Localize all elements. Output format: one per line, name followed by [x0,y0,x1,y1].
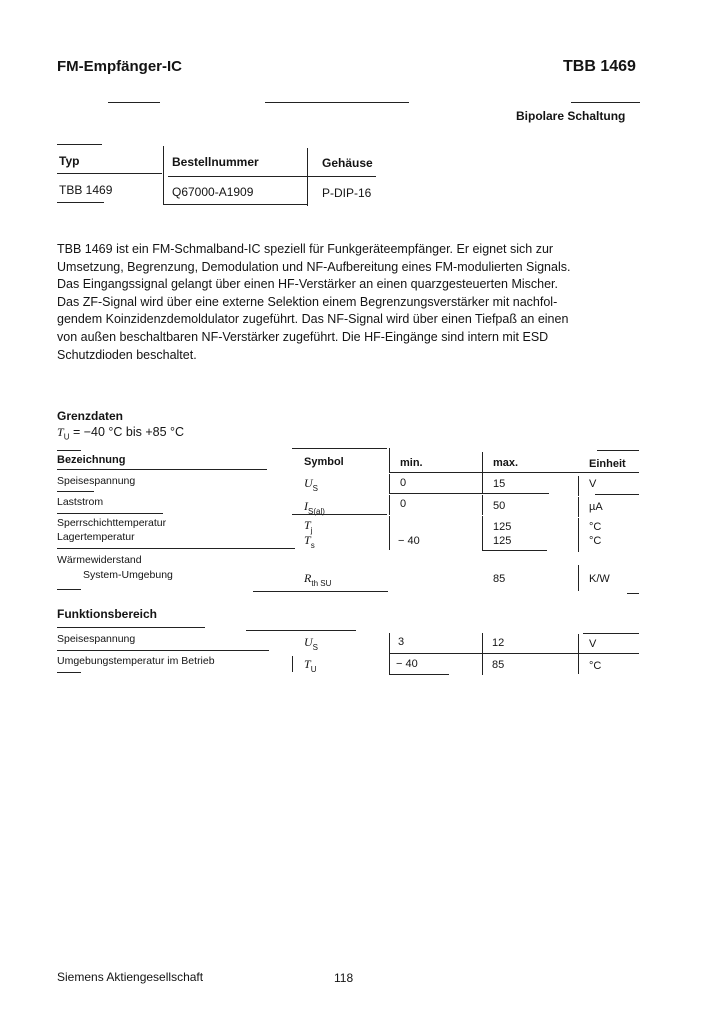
order-rule-bottom-2 [163,204,307,205]
operating-row-divider [389,633,390,655]
limits-row-unit: V [589,478,597,490]
order-header-rule-2 [168,176,318,177]
limits-row-max: 125 [493,535,512,547]
limits-row-min: 0 [400,498,407,510]
limits-row-rule [389,493,549,494]
limits-row-symbol: $T_s$ [304,533,315,551]
limits-row-divider [578,565,579,591]
header-rule-1 [108,102,160,103]
operating-row-symbol: $T_U$ [304,657,317,675]
description-line: gendem Koinzidenzdemoldulator zugeführt. Das NF-Signal wird über einen Tiefpaß an einen [57,312,569,327]
operating-row-name: Speisespannung [57,633,136,645]
limits-row-unit: µA [589,501,603,513]
limits-row-rule [292,514,387,515]
limits-rule-top-1 [57,450,81,451]
limits-row-symbol: $T_j$ [304,518,313,536]
limits-row-divider [578,497,579,517]
operating-row-symbol: $U_S$ [304,635,319,653]
limits-header-name: Bezeichnung [57,454,126,466]
limits-row-divider [482,495,483,515]
limits-row-name: Sperrschichttemperatur [57,517,167,529]
footer-company: Siemens Aktiengesellschaft [57,970,204,984]
limits-row-unit: °C [589,535,602,547]
operating-rule-top [57,627,205,628]
limits-row-symbol: $U_S$ [304,476,319,494]
limits-row-max: 85 [493,573,506,585]
operating-row-divider [292,656,293,672]
operating-row-rule [57,650,269,651]
limits-divider-2 [482,452,483,474]
limits-row-divider [389,474,390,494]
limits-condition: $T_U = -40$ °C bis +85 °C [57,425,185,442]
description-line: Umsetzung, Begrenzung, Demodulation und NF-Aufbereitung eines FM-modulierten Signals. [57,259,571,274]
operating-row-name: Umgebungstemperatur im Betrieb [57,655,215,667]
operating-row-unit: V [589,638,597,650]
limits-row-symbol: $I_{S(al)}$ [304,499,325,517]
order-header-rule-3 [318,176,376,177]
order-rule-bottom-1 [57,202,104,203]
limits-row-name: Wärmewiderstand [57,554,142,566]
limits-rule-top-2 [292,448,387,449]
operating-rule-top [583,633,639,634]
limits-row-max: 50 [493,500,506,512]
order-header-gehaeuse: Gehäuse [322,156,373,170]
operating-heading: Funktionsbereich [57,607,158,621]
operating-rule-bottom [389,674,449,675]
operating-row-min: 3 [398,636,405,648]
limits-rule-bottom [627,593,639,594]
page-number: 118 [334,971,354,985]
limits-row-rule [595,494,639,495]
limits-header-symbol: Symbol [304,456,344,468]
limits-row-divider [578,476,579,496]
limits-row-symbol: $R_{th SU}$ [304,571,332,589]
page-title: FM-Empfänger-IC [57,58,182,75]
description [57,241,640,364]
order-cell-typ: TBB 1469 [59,183,113,197]
limits-row-max: 125 [493,521,512,533]
operating-row-divider [578,634,579,674]
limits-row-name: Speisespannung [57,475,136,487]
limits-row-divider [389,516,390,550]
description-line: Schutzdioden beschaltet. [57,347,197,362]
operating-rule-top [246,630,356,631]
limits-row-rule [57,548,295,549]
limits-rule-bottom [253,591,388,592]
limits-header-rule-1 [57,469,267,470]
limits-rule-top-3 [597,450,639,451]
limits-row-unit: K/W [589,573,610,585]
order-header-bestellnummer: Bestellnummer [172,155,259,169]
limits-header-rule-2 [389,472,639,473]
limits-row-name: Lagertemperatur [57,531,135,543]
limits-row-rule [57,513,163,514]
order-header-rule-1 [57,173,162,174]
limits-row-min: 0 [400,477,407,489]
operating-row-divider [482,633,483,655]
part-number: TBB 1469 [563,58,636,75]
limits-row-rule [57,491,94,492]
order-cell-gehaeuse: P-DIP-16 [322,186,372,200]
limits-row-name: Laststrom [57,496,104,508]
order-cell-bestellnummer: Q67000-A1909 [172,185,254,199]
limits-header-max: max. [493,457,519,469]
limits-row-divider [578,518,579,552]
limits-row-max: 15 [493,478,506,490]
limits-row-min: − 40 [398,535,420,547]
operating-row-unit: °C [589,660,602,672]
subtitle: Bipolare Schaltung [516,109,626,123]
limits-rule-bottom [57,589,81,590]
description-line: von außen beschaltbaren NF-Verstärker zugeführt. Die HF-Eingänge sind intern mit ESD [57,329,549,344]
order-header-typ: Typ [59,154,80,168]
order-rule-top [57,144,102,145]
limits-row-unit: °C [589,521,602,533]
order-divider-2 [307,148,308,206]
operating-row-divider [389,655,390,675]
limits-row-divider [482,474,483,494]
limits-divider-1 [389,448,390,472]
limits-row-rule [482,550,547,551]
operating-row-max: 12 [492,637,505,649]
operating-row-rule [389,653,639,654]
limits-heading: Grenzdaten [57,409,124,423]
limits-row-divider [389,495,390,515]
description-line: Das ZF-Signal wird über eine externe Selektion einem Begrenzungsverstärker mit nachfol- [57,294,558,309]
description-line: Das Eingangssignal gelangt über einen HF-Verstärker an einen quarzgesteuerten Mischer. [57,277,558,292]
header-rule-2 [265,102,409,103]
limits-row-divider [482,516,483,550]
operating-row-min: − 40 [396,658,418,670]
operating-row-max: 85 [492,659,505,671]
operating-row-divider [482,655,483,675]
limits-row-name-continued: System-Umgebung [83,569,173,581]
order-divider-1 [163,146,164,204]
operating-rule-bottom [57,672,81,673]
limits-header-unit: Einheit [589,458,626,470]
header-rule-3 [571,102,640,103]
description-line: TBB 1469 ist ein FM-Schmalband-IC speziell für Funkgeräteempfänger. Er eignet sich zur [57,242,554,256]
limits-header-min: min. [400,457,423,469]
